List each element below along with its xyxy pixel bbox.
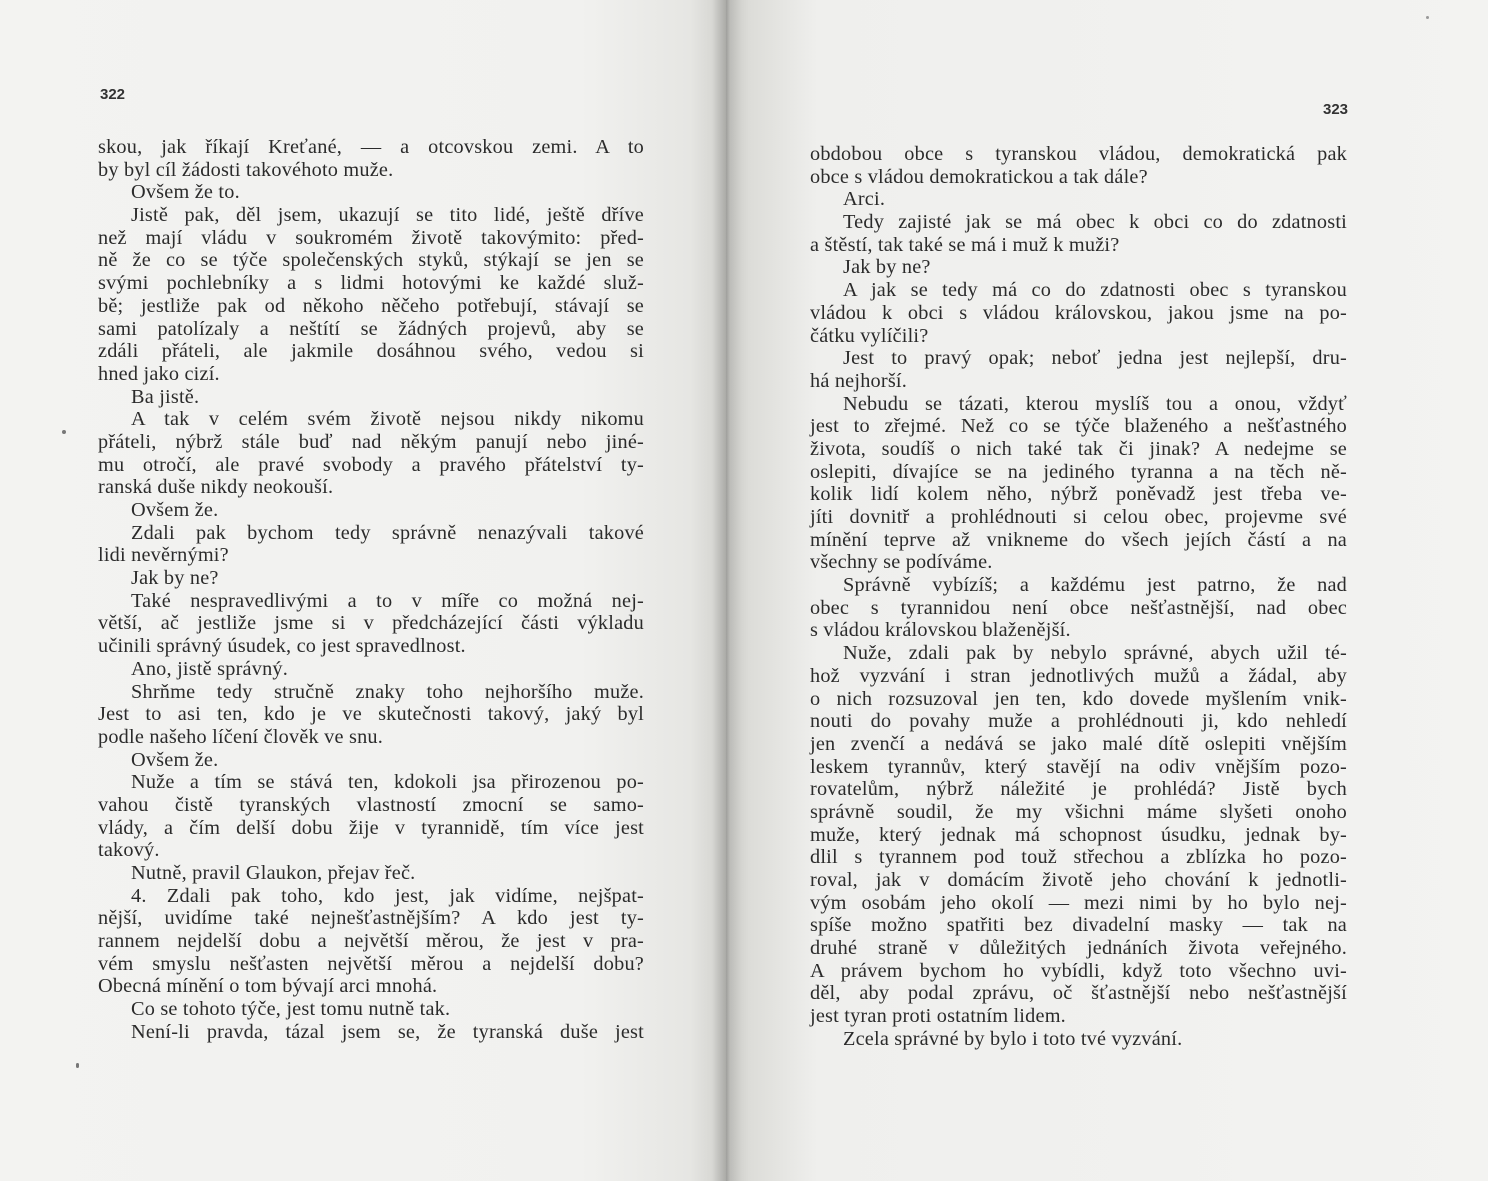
page-number-right: 323 <box>1323 101 1349 118</box>
text-line: a štěstí, tak také se má i muž k muži? <box>810 233 1120 256</box>
text-line: jíti dovnitř a prohlédnouti si celou obec, projevme své <box>810 506 1347 528</box>
text-line: kolik lidí kolem něho, nýbrž poněvadž jest třeba ve- <box>810 483 1347 506</box>
text-line: Zcela správné by bylo i toto tvé vyzvání. <box>843 1027 1183 1050</box>
text-line: muže, který jednak má schopnost úsudku, jednak by- <box>810 823 1347 846</box>
text-line: Arci. <box>843 188 886 211</box>
text-line: s vládou královskou blaženější. <box>810 619 1071 642</box>
text-line: všechny se podíváme. <box>810 551 993 574</box>
text-line: vém smyslu nešťasten největší měrou a nejdelší dobu? <box>98 952 644 975</box>
text-line: Jak by ne? <box>131 567 219 590</box>
text-line: A tak v celém svém životě nejsou nikdy nikomu <box>131 408 644 431</box>
text-line: mu otročí, ale pravé svobody a pravého přátelství ty- <box>98 453 644 476</box>
text-line: Co se tohoto týče, jest tomu nutně tak. <box>131 998 451 1021</box>
text-line: A jak se tedy má co do zdatnosti obec s tyranskou <box>843 279 1347 302</box>
text-line: sami patolízaly a neštítí se žádných projevů, aby se <box>98 317 644 340</box>
text-line: obdobou obce s tyranskou vládou, demokratická pak <box>810 143 1347 165</box>
text-line: leskem tyrannův, který stavějí na odiv vnějším pozo- <box>810 755 1347 778</box>
text-line: o nich rozsuzoval jen ten, kdo dovede myšlením vnik- <box>810 687 1347 710</box>
text-line: bě; jestliže pak od někoho něčeho potřebují, stávají se <box>98 294 644 317</box>
text-line: Jest to pravý opak; neboť jedna jest nejlepší, dru- <box>843 347 1347 370</box>
text-line: há nejhorší. <box>810 369 908 392</box>
text-line: Obecná mínění o tom bývají arci mnohá. <box>98 975 438 998</box>
text-line: dlil s tyrannem pod touž střechou a zblízka ho pozo- <box>810 846 1347 869</box>
text-line: Nuže, zdali pak by nebylo správné, abych užil té- <box>843 642 1347 665</box>
text-line: Ovšem že. <box>131 499 219 521</box>
text-line: oslepiti, dívajíce se na jediného tyranna a na těch ně- <box>810 460 1347 483</box>
left-page-text <box>98 136 644 1044</box>
text-line: jen zvenčí a nedává se jako malé dítě oslepiti vnějším <box>810 732 1347 755</box>
ink-speck <box>62 430 66 434</box>
text-line: jest tyran proti ostatním lidem. <box>810 1005 1066 1028</box>
text-line: lidi nevěrnými? <box>98 544 229 567</box>
text-line: Zdali pak bychom tedy správně nenazývali takové <box>131 521 644 544</box>
text-line: Jistě pak, děl jsem, ukazují se tito lidé, ještě dříve <box>131 204 644 227</box>
text-line: rannem nejdelší dobu a největší měrou, že jest v pra- <box>98 930 644 953</box>
text-line: zdáli přáteli, ale jakmile dosáhnou svého, vedou si <box>98 340 644 363</box>
right-page <box>726 0 1488 1181</box>
text-line: života, soudíš o nich také tak či jinak? A nedejme se <box>810 437 1347 460</box>
text-line: skou, jak říkají Kreťané, — a otcovskou zemi. A to <box>98 136 644 158</box>
text-line: Ovšem že. <box>131 748 219 771</box>
text-line: rovatelům, nýbrž náležité je prohlédá? Jistě bych <box>810 778 1347 801</box>
text-line: by byl cíl žádosti takovéhoto muže. <box>98 158 394 181</box>
text-line: Nebudu se tázati, kterou myslíš tou a onou, vždyť <box>843 392 1347 415</box>
text-line: roval, jak v domácím životě jeho chování k jednotli- <box>810 869 1347 891</box>
text-line: vládou k obci s vládou královskou, jakou jsme na po- <box>810 301 1347 324</box>
text-line: Nutně, pravil Glaukon, přejav řeč. <box>131 862 416 884</box>
text-line: čátku vylíčili? <box>810 324 929 347</box>
text-line: Není-li pravda, tázal jsem se, že tyranská duše jest <box>131 1020 644 1043</box>
text-line: Správně vybízíš; a každému jest patrno, že nad <box>843 574 1347 597</box>
text-line: přáteli, nýbrž stále buď nad někým panují nebo jiné- <box>98 430 644 453</box>
text-line: děl, aby podal zprávu, oč šťastnější nebo nešťastnější <box>810 982 1347 1005</box>
text-line: takový. <box>98 839 160 862</box>
text-line: Ovšem že to. <box>131 181 240 204</box>
text-line: obce s vládou demokratickou a tak dále? <box>810 165 1148 188</box>
text-line: Nuže a tím se stává ten, kdokoli jsa přirozenou po- <box>131 771 644 794</box>
text-line: Jak by ne? <box>843 256 931 279</box>
text-line: druhé straně v důležitých jednáních života veřejného. <box>810 937 1347 960</box>
text-line: spíše možno spatřiti bez divadelní masky — tak na <box>810 914 1347 937</box>
text-line: ranská duše nikdy neokouší. <box>98 476 334 499</box>
text-line: Ba jistě. <box>131 385 200 408</box>
ink-speck <box>76 1063 79 1068</box>
text-line: Tedy zajisté jak se má obec k obci co do zdatnosti <box>843 211 1347 234</box>
text-line: Ano, jistě správný. <box>131 657 289 680</box>
text-line: A právem bychom ho vybídli, když toto všechno uvi- <box>810 959 1347 982</box>
text-line: Také nespravedlivými a to v míře co možná nej- <box>131 589 644 612</box>
text-line: Shrňme tedy stručně znaky toho nejhoršího muže. <box>131 680 644 703</box>
text-line: podle našeho líčení člověk ve snu. <box>98 725 384 748</box>
right-page-text <box>810 143 1347 1051</box>
text-line: mínění teprve až vnikneme do všech jejích částí a na <box>810 528 1347 551</box>
text-line: vlády, a čím delší dobu žije v tyrannidě, tím více jest <box>98 816 644 839</box>
text-line: ně že co se týče společenských styků, stýkají se jen se <box>98 249 644 272</box>
text-line: nější, uvidíme také nejnešťastnějším? A kdo jest ty- <box>98 907 644 930</box>
text-line: svými pochlebníky a s lidmi hotovými ke každé služ- <box>98 272 644 295</box>
page-number-left: 322 <box>100 86 126 103</box>
text-line: hned jako cizí. <box>98 362 220 385</box>
ink-speck <box>1426 16 1429 19</box>
text-line: obec s tyrannidou není obce nešťastnější, nad obec <box>810 596 1347 619</box>
text-line: vým osobám jeho okolí — mezi nimi by ho bylo nej- <box>810 891 1347 914</box>
text-line: Jest to asi ten, kdo je ve skutečnosti takový, jaký byl <box>98 703 644 726</box>
text-line: jest to zřejmé. Než co se týče blaženého a nešťastného <box>810 415 1347 438</box>
text-line: vahou čistě tyranských vlastností zmocní se samo- <box>98 793 644 816</box>
text-line: nouti do povahy muže a prohlédnouti ji, kdo nehledí <box>810 710 1347 733</box>
left-page <box>0 0 726 1181</box>
text-line: správně soudil, že my všichni máme slyšeti onoho <box>810 800 1347 823</box>
text-line: hož vyzvání i stran jednotlivých mužů a žádal, aby <box>810 664 1347 687</box>
text-line: 4. Zdali pak toho, kdo jest, jak vidíme, nejšpat- <box>131 884 644 907</box>
text-line: učinili správný úsudek, co jest spravedlnost. <box>98 635 466 658</box>
text-line: než mají vládu v soukromém životě takovýmito: před- <box>98 226 644 249</box>
text-line: větší, ač jestliže jsme si v předcházející části výkladu <box>98 612 644 635</box>
